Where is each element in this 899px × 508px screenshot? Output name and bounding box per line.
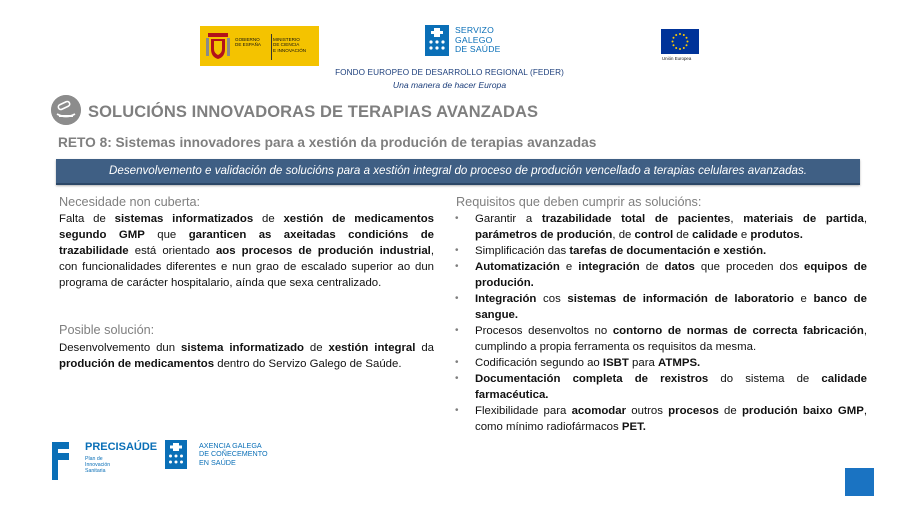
galicia-shield-icon — [425, 25, 449, 56]
requirement-item — [454, 211, 867, 243]
need-paragraph — [59, 211, 434, 291]
challenge-banner — [56, 159, 860, 185]
text-run: da — [415, 342, 435, 354]
text-run: para — [628, 357, 659, 369]
bold-text-run: aos procesos de produción industrial — [215, 245, 431, 257]
spain-coat-of-arms-icon — [205, 31, 231, 61]
requirement-item — [454, 355, 867, 371]
text-run: , — [730, 213, 744, 225]
bold-text-run: acomodar — [571, 405, 627, 417]
bullet-icon: • — [455, 357, 459, 368]
bold-text-run: sistemas informatizados — [114, 213, 254, 225]
bullet-icon: • — [455, 373, 459, 384]
precisaude-name: PRECISAÚDE — [85, 441, 158, 453]
bold-text-run: xestión de medicamentos segundo GMP — [59, 213, 435, 241]
text-run: outros — [626, 405, 669, 417]
text-run: , como mínimo radiofármacos — [475, 405, 867, 433]
text-run: de — [639, 261, 665, 273]
ministerio-text: MINISTERIO DE CIENCIA E INNOVACIÓN — [273, 37, 307, 53]
solution-paragraph — [59, 340, 434, 372]
text-run: de — [253, 213, 284, 225]
bullet-icon: • — [455, 325, 459, 336]
text-run: , con funcionalidades diferentes e nun grao de escalado superior ao dun programa de carácter hospitalario, aínda que sexa centralizado. — [59, 245, 434, 289]
text-run: , — [863, 213, 868, 225]
bullet-icon: • — [455, 261, 459, 272]
precisaude-mark-icon — [48, 440, 72, 482]
text-run: está orientado — [128, 245, 216, 257]
logo-divider — [271, 34, 272, 60]
requirements-list — [454, 211, 867, 435]
text-run: Desenvolvemento dun — [59, 342, 181, 354]
text-run: cos — [536, 293, 568, 305]
bold-text-run: Documentación completa de rexistros — [475, 373, 709, 385]
axencia-text: AXENCIA GALEGA DE COÑECEMENTO EN SAÚDE — [199, 441, 268, 467]
text-run: e — [793, 293, 814, 305]
bullet-icon: • — [455, 405, 459, 416]
text-run: Flexibilidade para — [475, 405, 572, 417]
bold-text-run: calidade — [692, 229, 738, 241]
text-run: Falta de — [59, 213, 115, 225]
bold-text-run: ATMPS. — [658, 357, 701, 369]
text-run: de — [304, 342, 329, 354]
bold-text-run: produción baixo GMP — [741, 405, 864, 417]
requirement-item — [454, 403, 867, 435]
galicia-shield-icon — [165, 440, 187, 469]
bold-text-run: PET. — [621, 421, 646, 433]
bullet-icon: • — [455, 245, 459, 256]
requirement-item — [454, 259, 867, 291]
bold-text-run: materiais de partida — [743, 213, 864, 225]
bold-text-run: procesos — [668, 405, 719, 417]
bold-text-run: produtos. — [750, 229, 803, 241]
feder-line: FONDO EUROPEO DE DESARROLLO REGIONAL (FEDER) — [335, 68, 564, 77]
solution-heading: Posible solución: — [59, 323, 155, 337]
gobierno-text: GOBIERNO DE ESPAÑA — [235, 37, 261, 48]
requirement-item — [454, 291, 867, 323]
text-run: Codificación segundo ao — [475, 357, 603, 369]
bold-text-run: parámetros de produción — [475, 229, 613, 241]
servizo-galego-saude-logo — [425, 25, 515, 59]
requirements-heading: Requisitos que deben cumprir as solucións: — [456, 195, 702, 209]
requirement-item — [454, 323, 867, 355]
feder-tagline: Una manera de hacer Europa — [392, 80, 507, 90]
text-run: Procesos desenvoltos no — [475, 325, 613, 337]
text-run: que proceden dos — [694, 261, 804, 273]
bold-text-run: produción de medicamentos — [59, 358, 215, 370]
bullet-icon: • — [455, 293, 459, 304]
page-title: SOLUCIÓNS INNOVADORAS DE TERAPIAS AVANZADAS — [88, 103, 539, 121]
bold-text-run: sistema informatizado — [181, 342, 305, 354]
gobierno-espana-logo — [200, 26, 319, 66]
precisaude-subtitle: Plan de Innovación Sanitaria — [85, 456, 111, 474]
bold-text-run: tarefas de documentación e xestión. — [569, 245, 767, 257]
bold-text-run: equipos de produción. — [475, 261, 868, 289]
medicine-icon — [51, 95, 81, 125]
text-run: , de — [612, 229, 635, 241]
eu-label: Unión Europea — [662, 56, 692, 61]
bold-text-run: contorno de normas de correcta fabricación — [612, 325, 864, 337]
bold-text-run: banco de sangue. — [475, 293, 867, 321]
text-run: Garantir a — [475, 213, 542, 225]
text-run: , cumplindo a propia ferramenta os requisitos da mesma. — [475, 325, 867, 353]
text-run: dentro do Servizo Galego de Saúde. — [214, 358, 402, 370]
precisaude-logo — [48, 440, 158, 485]
need-heading: Necesidade non cuberta: — [59, 195, 201, 209]
axencia-galega-logo — [165, 440, 275, 472]
text-run: Simplificación das — [475, 245, 570, 257]
bold-text-run: trazabilidade total de pacientes — [541, 213, 731, 225]
eu-flag-icon — [661, 29, 699, 54]
bold-text-run: Integración — [475, 293, 537, 305]
reto-subtitle: RETO 8: Sistemas innovadores para a xestión da produción de terapias avanzadas — [58, 135, 597, 150]
bold-text-run: datos — [664, 261, 695, 273]
text-run: do sistema de — [708, 373, 822, 385]
requirement-item — [454, 371, 867, 403]
banner-text: Desenvolvemento e validación de solucións para a xestión integral do proceso de produción vencellado a terapias celulares avanzadas. — [109, 164, 807, 177]
page-corner-square — [845, 468, 874, 496]
bold-text-run: integración — [578, 261, 640, 273]
bullet-icon: • — [455, 213, 459, 224]
bold-text-run: calidade farmacéutica. — [475, 373, 868, 401]
bold-text-run: garanticen as axeitadas condicións de trazabilidade — [59, 229, 434, 257]
bold-text-run: Automatización — [475, 261, 560, 273]
bold-text-run: xestión integral — [328, 342, 416, 354]
bold-text-run: control — [634, 229, 674, 241]
text-run: e — [737, 229, 751, 241]
text-run: de — [718, 405, 742, 417]
text-run: de — [673, 229, 693, 241]
bold-text-run: sistemas de información de laboratorio — [567, 293, 794, 305]
bold-text-run: ISBT — [602, 357, 629, 369]
requirement-item — [454, 243, 867, 259]
text-run: e — [559, 261, 579, 273]
text-run: que — [144, 229, 189, 241]
union-europea-logo — [661, 29, 701, 59]
sgs-text: SERVIZO GALEGO DE SAÚDE — [455, 25, 501, 55]
